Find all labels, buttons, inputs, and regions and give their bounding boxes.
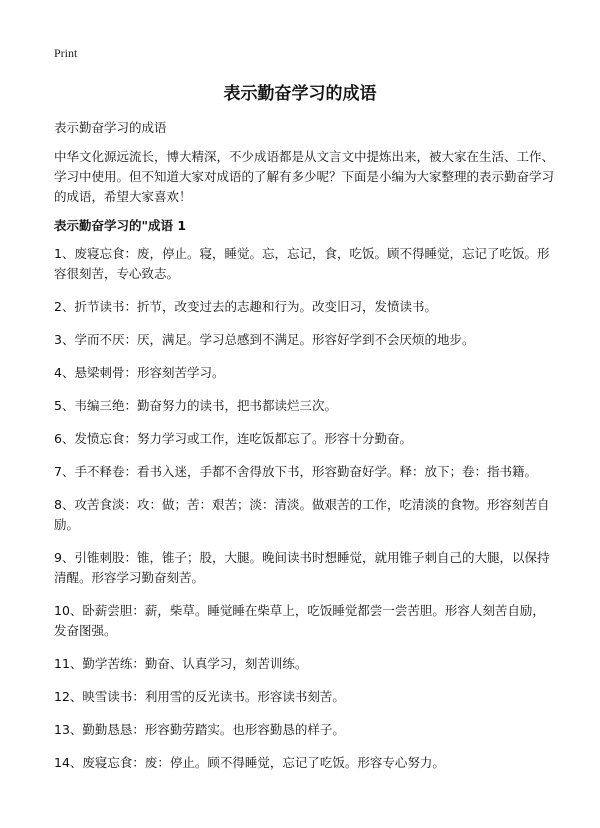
article-body (54, 118, 554, 786)
idiom-item-9: 9、引锥刺股：锥，锥子；股，大腿。晚间读书时想睡觉，就用锥子刺自己的大腿，以保持清醒。形容学习勤奋刻苦。 (54, 550, 550, 585)
idiom-item-1: 1、废寝忘食：废，停止。寝，睡觉。忘，忘记，食，吃饭。顾不得睡觉，忘记了吃饭。形容很刻苦，专心致志。 (54, 246, 550, 281)
idiom-item-11: 11、勤学苦练：勤奋、认真学习，刻苦训练。 (54, 656, 308, 671)
idiom-item-3: 3、学而不厌：厌，满足。学习总感到不满足。形容好学到不会厌烦的地步。 (54, 332, 475, 347)
idiom-item-7: 7、手不释卷：看书入迷，手都不舍得放下书，形容勤奋好学。释：放下；卷：指书籍。 (54, 464, 537, 479)
idiom-item-13: 13、勤勤恳恳：形容勤劳踏实。也形容勤恳的样子。 (54, 722, 345, 737)
idiom-item-8: 8、攻苦食淡：攻：做；苦：艰苦；淡：清淡。做艰苦的工作，吃清淡的食物。形容刻苦自励。 (54, 497, 550, 532)
article-subtitle: 表示勤奋学习的成语 (54, 120, 167, 135)
idiom-item-14: 14、废寝忘食：废：停止。顾不得睡觉，忘记了吃饭。形容专心努力。 (54, 755, 445, 770)
section-heading: 表示勤奋学习的"成语 1 (54, 218, 187, 233)
idiom-item-12: 12、映雪读书：利用雪的反光读书。形容读书刻苦。 (54, 689, 345, 704)
idiom-item-2: 2、折节读书：折节，改变过去的志趣和行为。改变旧习，发愤读书。 (54, 299, 437, 314)
idiom-item-6: 6、发愤忘食：努力学习或工作，连吃饭都忘了。形容十分勤奋。 (54, 431, 412, 446)
intro-paragraph: 中华文化源远流长，博大精深，不少成语都是从文言文中提炼出来，被大家在生活、工作、学习中使用。但不知道大家对成语的了解有多少呢？下面是小编为大家整理的表示勤奋学习的成语，希望大家喜欢！ (54, 149, 555, 204)
page-title: 表示勤奋学习的成语 (223, 84, 377, 104)
idiom-item-10: 10、卧薪尝胆：薪，柴草。睡觉睡在柴草上，吃饭睡觉都尝一尝苦胆。形容人刻苦自励，发奋图强。 (54, 603, 545, 638)
idiom-item-5: 5、韦编三绝：勤奋努力的读书，把书都读烂三次。 (54, 398, 337, 413)
print-link[interactable]: Print (54, 46, 78, 60)
idiom-item-4: 4、悬梁刺骨：形容刻苦学习。 (54, 365, 225, 380)
